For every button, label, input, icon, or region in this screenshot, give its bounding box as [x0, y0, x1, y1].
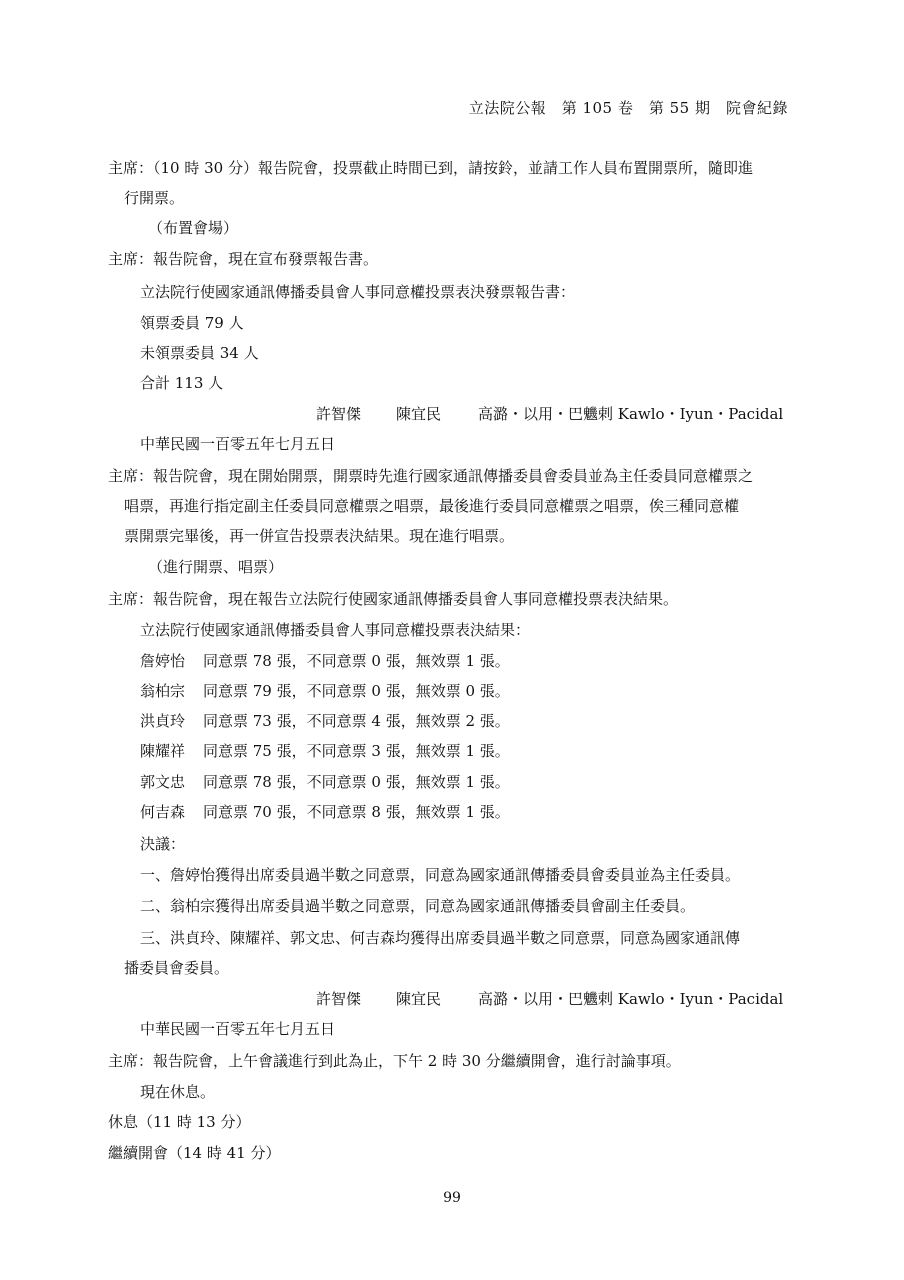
date-line: 中華民國一百零五年七月五日 — [140, 1020, 336, 1038]
vote-name: 郭文忠 — [140, 773, 186, 791]
signatory: 許智傑 — [316, 990, 362, 1008]
paragraph-line: 主席：報告院會，現在報告立法院行使國家通訊傳播委員會人事同意權投票表決結果。 — [108, 590, 679, 608]
paragraph-line: 票開票完畢後，再一併宣告投票表決結果。現在進行唱票。 — [124, 527, 515, 545]
signatory: 陳宜民 — [396, 405, 442, 423]
signatory: 高潞・以用・巴魕剌 Kawlo・Iyun・Pacidal — [478, 990, 784, 1008]
vote-row — [140, 651, 510, 671]
resolution-item-continued: 播委員會委員。 — [124, 959, 230, 977]
vote-name: 洪貞玲 — [140, 712, 186, 730]
vote-detail: 同意票 79 張，不同意票 0 張，無效票 0 張。 — [203, 682, 510, 700]
paragraph-line: 唱票，再進行指定副主任委員同意權票之唱票，最後進行委員同意權票之唱票，俟三種同意權 — [124, 497, 740, 515]
paragraph-line: 主席：（10 時 30 分）報告院會，投票截止時間已到，請按鈴，並請工作人員布置開票所，隨即進 — [108, 159, 753, 177]
ballot-count: 領票委員 79 人 — [140, 314, 244, 332]
paragraph-line: 主席：報告院會，現在開始開票，開票時先進行國家通訊傳播委員會委員並為主任委員同意權票之 — [108, 467, 754, 485]
page-header: 立法院公報 第 105 卷 第 55 期 院會紀錄 — [468, 99, 788, 117]
vote-name: 翁柏宗 — [140, 682, 186, 700]
paragraph-line: 行開票。 — [124, 189, 185, 207]
vote-detail: 同意票 75 張，不同意票 3 張，無效票 1 張。 — [203, 742, 510, 760]
results-title: 立法院行使國家通訊傳播委員會人事同意權投票表決結果： — [140, 621, 531, 639]
vote-row — [140, 741, 510, 761]
signatories — [316, 989, 783, 1009]
resolution-item: 一、詹婷怡獲得出席委員過半數之同意票，同意為國家通訊傳播委員會委員並為主任委員。 — [140, 866, 741, 884]
vote-detail: 同意票 78 張，不同意票 0 張，無效票 1 張。 — [203, 773, 510, 791]
signatory: 許智傑 — [316, 405, 362, 423]
vote-detail: 同意票 78 張，不同意票 0 張，無效票 1 張。 — [203, 652, 510, 670]
vote-row — [140, 681, 510, 701]
resolution-item: 二、翁柏宗獲得出席委員過半數之同意票，同意為國家通訊傳播委員會副主任委員。 — [140, 897, 696, 915]
page-number: 99 — [443, 1190, 461, 1206]
signatory: 高潞・以用・巴魕剌 Kawlo・Iyun・Pacidal — [478, 405, 784, 423]
signatory: 陳宜民 — [396, 990, 442, 1008]
vote-row — [140, 711, 510, 731]
vote-name: 詹婷怡 — [140, 652, 186, 670]
vote-detail: 同意票 73 張，不同意票 4 張，無效票 2 張。 — [203, 712, 510, 730]
report-title: 立法院行使國家通訊傳播委員會人事同意權投票表決發票報告書： — [140, 283, 576, 301]
session-note: 繼續開會（14 時 41 分） — [108, 1144, 281, 1162]
vote-name: 何吉森 — [140, 803, 186, 821]
paragraph-line: 主席：報告院會，上午會議進行到此為止，下午 2 時 30 分繼續開會，進行討論事項。 — [108, 1052, 681, 1070]
session-note: 休息（11 時 13 分） — [108, 1113, 251, 1131]
vote-row — [140, 772, 510, 792]
resolution-item: 三、洪貞玲、陳耀祥、郭文忠、何吉森均獲得出席委員過半數之同意票，同意為國家通訊傳 — [140, 929, 741, 947]
stage-direction: （進行開票、唱票） — [148, 558, 284, 576]
paragraph-line: 主席：報告院會，現在宣布發票報告書。 — [108, 250, 379, 268]
stage-direction: （布置會場） — [148, 219, 239, 237]
ballot-count: 合計 113 人 — [140, 374, 224, 392]
ballot-count: 未領票委員 34 人 — [140, 344, 259, 362]
vote-detail: 同意票 70 張，不同意票 8 張，無效票 1 張。 — [203, 803, 510, 821]
paragraph-line: 現在休息。 — [140, 1083, 216, 1101]
signatories — [316, 404, 783, 424]
resolution-label: 決議： — [140, 835, 186, 853]
vote-row — [140, 802, 510, 822]
vote-name: 陳耀祥 — [140, 742, 186, 760]
date-line: 中華民國一百零五年七月五日 — [140, 435, 336, 453]
